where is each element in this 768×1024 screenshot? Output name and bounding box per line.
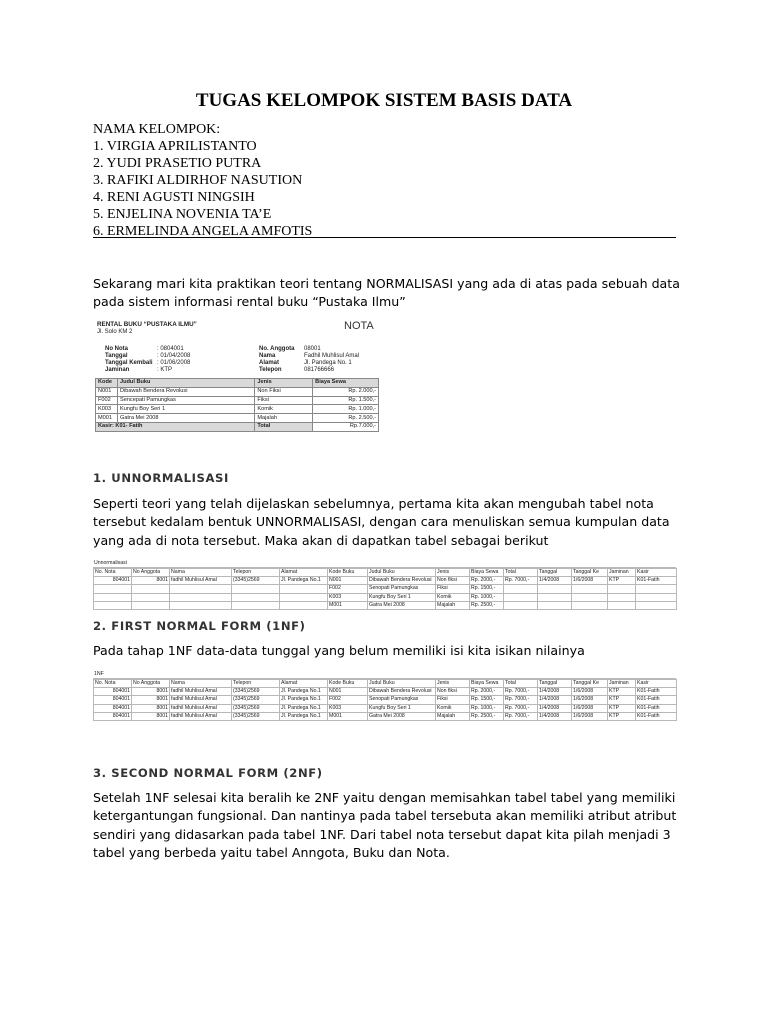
table-cell: Rp. 7000,- [504, 688, 538, 696]
table-cell: K003 [328, 593, 368, 601]
table-cell [538, 585, 572, 593]
nota-total-label: Total [255, 422, 313, 431]
member-item: 6. ERMELINDA ANGELA AMFOTIS [93, 224, 313, 239]
nota-cell: Rp. 2.000,- [313, 387, 379, 396]
table-header-cell: Kasir [636, 569, 677, 577]
section-heading-unnormalisasi: 1. UNNORMALISASI [93, 471, 229, 485]
table-cell: 8001 [132, 712, 170, 720]
table-cell: 804001 [94, 712, 132, 720]
table-header-cell: Biaya Sewa [470, 680, 504, 688]
table-cell: Rp. 7000,- [504, 696, 538, 704]
unnormalisasi-table [93, 568, 677, 610]
table-cell: N001 [328, 688, 368, 696]
member-item: 4. RENI AGUSTI NINGSIH [93, 190, 255, 205]
table-cell [636, 585, 677, 593]
table-cell: 1/4/2008 [538, 712, 572, 720]
nota-cell: Komik [255, 405, 313, 414]
table-cell: Komik [436, 593, 470, 601]
table-cell: fadhil Muhlisul Amal [170, 696, 232, 704]
table-cell [132, 601, 170, 609]
table-cell: 1/6/2008 [572, 712, 608, 720]
nota-field [259, 346, 321, 352]
nota-field-value: : 01/04/2008 [157, 353, 191, 359]
table-cell: 1/6/2008 [572, 704, 608, 712]
nota-cell: Rp. 1.500,- [313, 396, 379, 405]
table-cell [504, 585, 538, 593]
table-cell [636, 601, 677, 609]
nota-field-key: Tanggal Kembali [105, 360, 153, 366]
table-cell: K01-Fatih [636, 696, 677, 704]
table-header-cell: Telepon [232, 569, 280, 577]
nota-total-value: Rp.7.000,- [313, 422, 379, 431]
table-cell [170, 601, 232, 609]
table-row [94, 577, 677, 585]
table-header-cell: Nama [170, 569, 232, 577]
nota-field-key: Telepon [259, 367, 282, 373]
table-row [94, 696, 677, 704]
table-cell: K01-Fatih [636, 688, 677, 696]
1nf-table [93, 679, 677, 721]
table-header-cell: Total [504, 680, 538, 688]
nota-cell: Fiksi [255, 396, 313, 405]
nota-field [259, 367, 334, 373]
table-cell: N001 [328, 577, 368, 585]
table-header-cell: Kode Buku [328, 680, 368, 688]
table-cell: (3345)2569 [232, 704, 280, 712]
table-cell: Gatra Mei 2008 [368, 712, 436, 720]
table-cell: 804001 [94, 688, 132, 696]
table-header-cell: Tanggal [538, 680, 572, 688]
member-item: 2. YUDI PRASETIO PUTRA [93, 156, 262, 171]
table-cell [232, 585, 280, 593]
table-cell: Rp. 1000,- [470, 593, 504, 601]
nota-field-value: : 01/06/2008 [157, 360, 191, 366]
nota-header-cell: Jenis [255, 379, 313, 388]
table-cell: KTP [608, 688, 636, 696]
table-cell: fadhil Muhlisul Amal [170, 577, 232, 585]
table-cell: Senopati Pamungkas [368, 696, 436, 704]
table-cell [170, 585, 232, 593]
table-cell: (3345)2569 [232, 688, 280, 696]
table-cell: Non fiksi [436, 577, 470, 585]
table-cell [94, 593, 132, 601]
nota-field-value: 081766666 [304, 367, 335, 373]
table-cell: 8001 [132, 704, 170, 712]
nota-cell: Majalah [255, 414, 313, 423]
table-cell: 1/4/2008 [538, 696, 572, 704]
table-cell: F002 [328, 696, 368, 704]
nota-field [259, 353, 359, 359]
nota-cell: N001 [96, 387, 118, 396]
table-row [94, 601, 677, 609]
table-row [94, 593, 677, 601]
section-paragraph-unnormalisasi: Seperti teori yang telah dijelaskan sebelumnya, pertama kita akan mengubah tabel nota tersebut kedalam bentuk UNNORMALISASI, dengan cara menuliskan semua kumpulan data yang ada di nota tersebut. Maka akan di dapatkan tabel sebagai berikut [93, 496, 670, 548]
table-header-cell: Kode Buku [328, 569, 368, 577]
table-cell [132, 585, 170, 593]
nota-field [105, 346, 184, 352]
nota-table-row [96, 414, 379, 423]
table-cell [280, 593, 328, 601]
nota-field-value: : 0804001 [157, 346, 184, 352]
table-cell: 804001 [94, 696, 132, 704]
horizontal-divider [93, 237, 676, 238]
table-cell: Rp. 7000,- [504, 712, 538, 720]
table-cell: Majalah [436, 601, 470, 609]
nota-table-row [96, 396, 379, 405]
table-row [94, 712, 677, 720]
table-cell: KTP [608, 712, 636, 720]
table-cell: 804001 [94, 704, 132, 712]
nota-table-row [96, 405, 379, 414]
nota-address: Jl. Solo KM 2 [97, 329, 133, 335]
table-cell: K01-Fatih [636, 577, 677, 585]
table-cell: (3345)2569 [232, 712, 280, 720]
table-cell: (3345)2569 [232, 577, 280, 585]
table-cell: Jl. Pandega No.1 [280, 704, 328, 712]
table-header-cell: No. Nota [94, 680, 132, 688]
nota-field-key: No Nota [105, 346, 128, 352]
table-header-cell: Jaminan [608, 569, 636, 577]
table-cell: Gatra Mei 2008 [368, 601, 436, 609]
nota-field-value: Fadhil Muhlisul Amal [304, 353, 360, 359]
table-cell: M001 [328, 601, 368, 609]
table-header-cell: Jenis [436, 569, 470, 577]
table-cell: Senopati Pamungkas [368, 585, 436, 593]
nota-field [105, 360, 190, 366]
table-cell: 8001 [132, 688, 170, 696]
nota-cell: Sencepati Pamungkas [117, 396, 254, 405]
section-heading-1nf: 2. FIRST NORMAL FORM (1NF) [93, 619, 306, 633]
table-cell: 8001 [132, 696, 170, 704]
table-cell: Kungfu Boy Seri 1 [368, 593, 436, 601]
table-cell: Rp. 2000,- [470, 688, 504, 696]
table-cell [132, 593, 170, 601]
table-header-row [94, 569, 677, 577]
nota-table-row [96, 387, 379, 396]
table-cell [94, 585, 132, 593]
table-cell: Rp. 2500,- [470, 601, 504, 609]
table-cell: Rp. 7000,- [504, 704, 538, 712]
nota-cell: Gatra Mei 2008 [117, 414, 254, 423]
table-cell: Rp. 2000,- [470, 577, 504, 585]
nota-table-footer [96, 422, 379, 431]
table-caption: 1NF [93, 670, 676, 679]
table-cell: fadhil Muhlisul Amal [170, 704, 232, 712]
table-cell: Fiksi [436, 585, 470, 593]
table-cell: 8001 [132, 577, 170, 585]
table-cell: (3345)2569 [232, 696, 280, 704]
nota-cell: Rp. 2.500,- [313, 414, 379, 423]
table-cell: F002 [328, 585, 368, 593]
nota-cell: Kungfu Boy Seri 1 [117, 405, 254, 414]
table-header-cell: Nama [170, 680, 232, 688]
table-cell: Rp. 1500,- [470, 696, 504, 704]
table-cell: Jl. Pandega No.1 [280, 696, 328, 704]
table-cell: 1/6/2008 [572, 577, 608, 585]
nota-field-value: : KTP [157, 367, 173, 373]
table-cell: KTP [608, 704, 636, 712]
nota-cell: F002 [96, 396, 118, 405]
table-cell: K01-Fatih [636, 704, 677, 712]
nota-header-cell: Kode [96, 379, 118, 388]
table-header-row [94, 680, 677, 688]
table-cell: 1/4/2008 [538, 688, 572, 696]
nota-header-cell: Biaya Sewa [313, 379, 379, 388]
nota-field [259, 360, 352, 366]
nota-field-value: 08001 [304, 346, 321, 352]
table-cell: 1/6/2008 [572, 696, 608, 704]
1nf-table-image [93, 670, 676, 721]
nota-field-value: Jl. Pandega No. 1 [304, 360, 352, 366]
table-cell: Fiksi [436, 696, 470, 704]
table-cell: Komik [436, 704, 470, 712]
table-header-cell: Alamat [280, 680, 328, 688]
table-header-cell: Kasir [636, 680, 677, 688]
table-cell [608, 593, 636, 601]
nota-cashier: Kasir: K01- Fatih [96, 422, 255, 431]
table-row [94, 704, 677, 712]
table-cell: KTP [608, 696, 636, 704]
table-header-cell: Jenis [436, 680, 470, 688]
table-header-cell: Tanggal Ke [572, 569, 608, 577]
table-header-cell: Total [504, 569, 538, 577]
table-header-cell: No Anggota [132, 569, 170, 577]
table-cell: 1/6/2008 [572, 688, 608, 696]
table-cell [504, 601, 538, 609]
nota-header-cell: Judul Buku [117, 379, 254, 388]
nota-shop-name: RENTAL BUKU “PUSTAKA ILMU” [97, 321, 197, 328]
section-paragraph-1nf: Pada tahap 1NF data-data tunggal yang belum memiliki isi kita isikan nilainya [93, 643, 585, 658]
nota-field-key: Jaminan [105, 367, 130, 373]
table-cell: Rp. 7000,- [504, 577, 538, 585]
member-item: 1. VIRGIA APRILISTANTO [93, 139, 257, 154]
table-cell: Rp. 1500,- [470, 585, 504, 593]
table-cell: fadhil Muhlisul Amal [170, 688, 232, 696]
table-cell: fadhil Muhlisul Amal [170, 712, 232, 720]
table-header-cell: Biaya Sewa [470, 569, 504, 577]
table-header-cell: Tanggal [538, 569, 572, 577]
table-cell: Rp. 2500,- [470, 712, 504, 720]
table-cell [170, 593, 232, 601]
table-cell [572, 585, 608, 593]
nota-cell: Dibawah Bendera Revolusi [117, 387, 254, 396]
nota-field [105, 353, 190, 359]
table-cell: Dibawah Bendera Revolusi [368, 688, 436, 696]
table-cell [504, 593, 538, 601]
table-cell [608, 585, 636, 593]
table-cell: Jl. Pandega No.1 [280, 712, 328, 720]
nota-items-table [95, 378, 379, 432]
section-heading-2nf: 3. SECOND NORMAL FORM (2NF) [93, 766, 323, 780]
table-cell [538, 601, 572, 609]
table-cell: Kungfu Boy Seri 1 [368, 704, 436, 712]
table-cell [94, 601, 132, 609]
table-cell [572, 601, 608, 609]
nota-cell: Rp. 1.000,- [313, 405, 379, 414]
member-item: 3. RAFIKI ALDIRHOF NASUTION [93, 173, 303, 188]
nota-receipt-image [91, 318, 382, 434]
table-cell: Non fiksi [436, 688, 470, 696]
table-header-cell: Alamat [280, 569, 328, 577]
table-cell [232, 593, 280, 601]
table-cell: Jl. Pandega No.1 [280, 688, 328, 696]
table-cell: Majalah [436, 712, 470, 720]
table-cell: 1/4/2008 [538, 577, 572, 585]
intro-paragraph: Sekarang mari kita praktikan teori tentang NORMALISASI yang ada di atas pada sebuah data pada sistem informasi rental buku “Pustaka Ilmu” [93, 276, 680, 310]
table-cell [608, 601, 636, 609]
table-cell [538, 593, 572, 601]
nota-field-key: Nama [259, 353, 276, 359]
table-header-cell: Tanggal Ke [572, 680, 608, 688]
member-item: 5. ENJELINA NOVENIA TA’E [93, 207, 272, 222]
nota-heading: NOTA [344, 320, 374, 332]
nota-field [105, 367, 172, 373]
table-cell: 804001 [94, 577, 132, 585]
table-cell [280, 585, 328, 593]
table-cell [572, 593, 608, 601]
table-header-cell: Judul Buku [368, 680, 436, 688]
nota-cell: Non Fiksi [255, 387, 313, 396]
table-cell: K01-Fatih [636, 712, 677, 720]
table-header-cell: No. Nota [94, 569, 132, 577]
nota-cell: K003 [96, 405, 118, 414]
nota-field-key: Tanggal [105, 353, 128, 359]
nota-field-key: Alamat [259, 360, 280, 366]
table-cell [232, 601, 280, 609]
table-header-cell: No Anggota [132, 680, 170, 688]
table-cell: Dibawah Bendera Revolusi [368, 577, 436, 585]
member-list [93, 121, 312, 240]
table-cell: Rp. 1000,- [470, 704, 504, 712]
table-header-cell: Judul Buku [368, 569, 436, 577]
table-row [94, 585, 677, 593]
member-list-label: NAMA KELOMPOK: [93, 122, 221, 137]
nota-table-header [96, 379, 379, 388]
table-row [94, 688, 677, 696]
table-header-cell: Telepon [232, 680, 280, 688]
nota-field-key: No. Anggota [259, 346, 295, 352]
table-cell: KTP [608, 577, 636, 585]
section-paragraph-2nf: Setelah 1NF selesai kita beralih ke 2NF yaitu dengan memisahkan tabel tabel yang memiliki ketergantungan fungsional. Dan nantinya pada tabel tersebuta akan memiliki atribut atribut sendiri yang didasarkan pada tabel 1NF. Dari tabel nota tersebut dapat kita pilah menjadi 3 tabel yang berbeda yaitu tabel Anngota, Buku dan Nota. [93, 790, 677, 861]
table-cell: Jl. Pandega No.1 [280, 577, 328, 585]
document-title: TUGAS KELOMPOK SISTEM BASIS DATA [195, 90, 573, 111]
table-cell [636, 593, 677, 601]
table-cell: M001 [328, 712, 368, 720]
table-caption: Unnormalisasi [93, 559, 676, 568]
table-header-cell: Jaminan [608, 680, 636, 688]
nota-cell: M001 [96, 414, 118, 423]
table-cell: 1/4/2008 [538, 704, 572, 712]
table-cell [280, 601, 328, 609]
table-cell: K003 [328, 704, 368, 712]
unnormalisasi-table-image [93, 559, 676, 610]
